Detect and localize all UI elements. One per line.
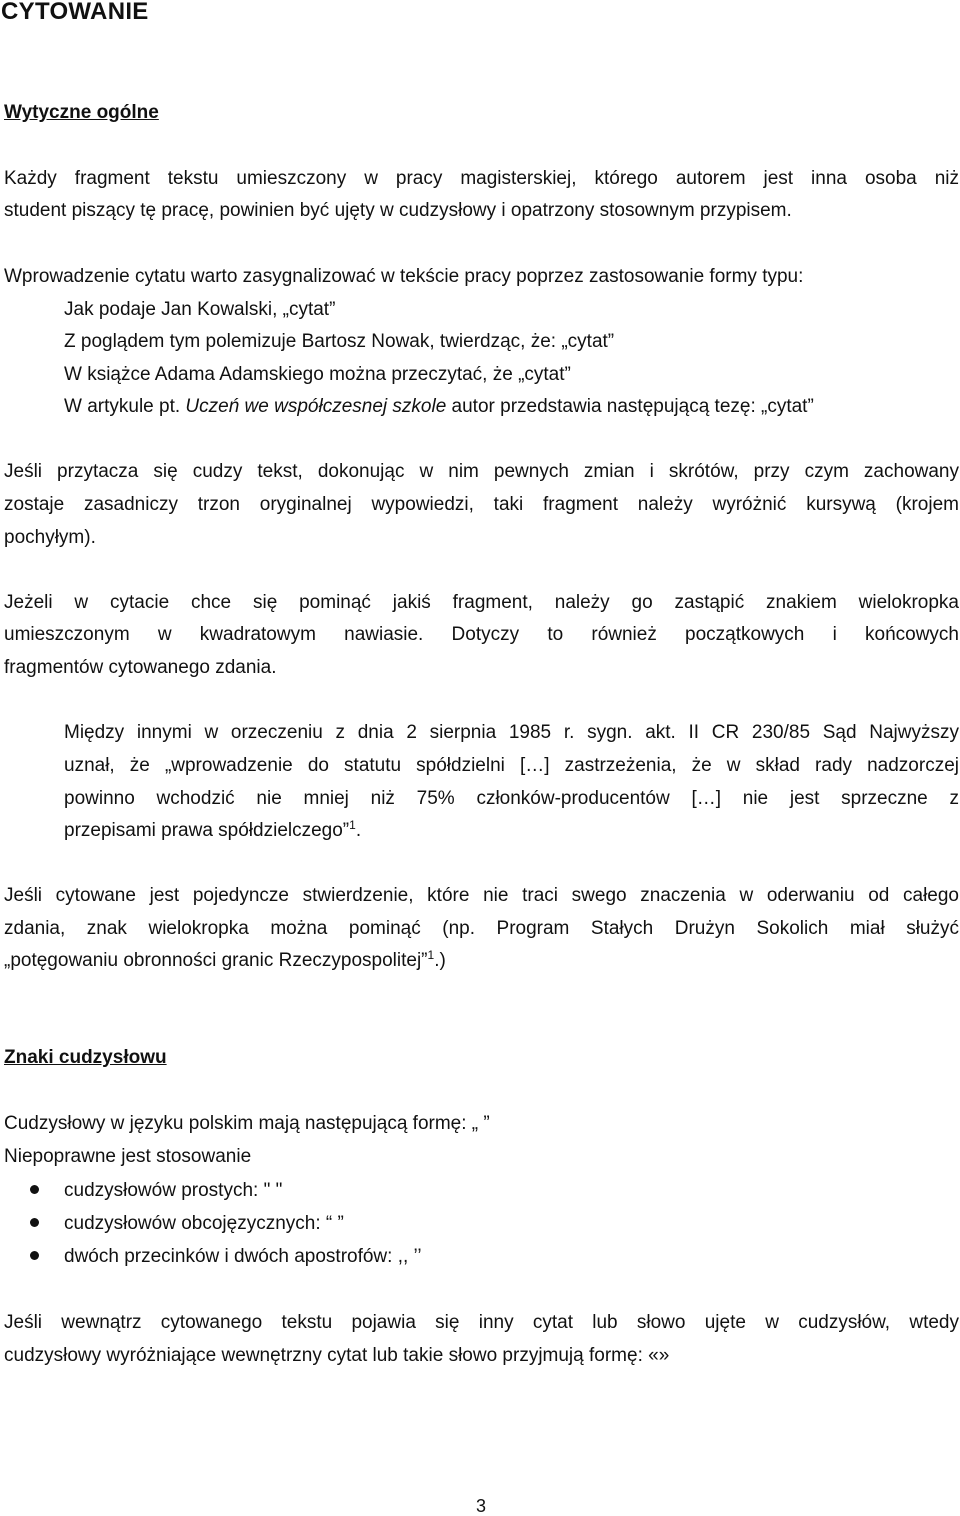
paragraph-line: Jeśli cytowane jest pojedyncze stwierdzenie, które nie traci swego znaczenia w oderwaniu od całego — [4, 885, 959, 906]
paragraph-line: Każdy fragment tekstu umieszczony w pracy magisterskiej, którego autorem jest inna osoba niż — [4, 168, 959, 189]
footnote-marker: 1 — [427, 948, 435, 962]
example-quote-line — [64, 818, 362, 841]
example-line: W książce Adama Adamskiego można przeczytać, że „cytat” — [64, 364, 571, 385]
paragraph-line — [4, 948, 446, 971]
example-text: autor przedstawia następującą tezę: „cytat” — [446, 396, 814, 417]
paragraph-line: Niepoprawne jest stosowanie — [4, 1146, 252, 1167]
quote-text: przepisami prawa spółdzielczego” — [64, 820, 350, 841]
paragraph-line: student piszący tę pracę, powinien być ujęty w cudzysłowy i opatrzony stosownym przypisem. — [4, 200, 792, 221]
list-item: cudzysłowów prostych: " " — [64, 1180, 283, 1201]
paragraph-line: pochyłym). — [4, 527, 96, 548]
section-heading-quotation-marks: Znaki cudzysłowu — [4, 1047, 167, 1068]
example-line — [64, 397, 814, 416]
paragraph-line: cudzysłowy wyróżniające wewnętrzny cytat lub takie słowo przyjmują formę: «» — [4, 1345, 670, 1366]
article-title-italic: Uczeń we współczesnej szkole — [185, 396, 447, 417]
paragraph-line: umieszczonym w kwadratowym nawiasie. Dotyczy to również początkowych i końcowych — [4, 624, 959, 645]
paragraph-line: fragmentów cytowanego zdania. — [4, 657, 277, 678]
example-quote-line: uznał, że „wprowadzenie do statutu spółdzielni […] zastrzeżenia, że w skład rady nadzorczej — [64, 755, 959, 776]
example-text: W artykule pt. — [64, 396, 186, 417]
footnote-marker: 1 — [349, 818, 356, 832]
example-line: Jak podaje Jan Kowalski, „cytat” — [64, 299, 336, 320]
example-line: Z poglądem tym polemizuje Bartosz Nowak, twierdząc, że: „cytat” — [64, 331, 615, 352]
example-quote-line: powinno wchodzić nie mniej niż 75% członków-producentów […] nie jest sprzeczne z — [64, 788, 959, 809]
bullet-icon — [30, 1185, 39, 1194]
paragraph-line: Jeśli przytacza się cudzy tekst, dokonując w nim pewnych zmian i skrótów, przy czym zachowany — [4, 461, 959, 482]
paragraph-line: zostaje zasadniczy trzon oryginalnej wypowiedzi, taki fragment należy wyróżnić kursywą (krojem — [4, 494, 959, 515]
bullet-icon — [30, 1251, 39, 1260]
quote-text: .) — [434, 950, 446, 971]
page-number: 3 — [476, 1496, 487, 1516]
list-item: cudzysłowów obcojęzycznych: “ ” — [64, 1213, 344, 1234]
page-title: CYTOWANIE — [1, 0, 149, 25]
paragraph-line: zdania, znak wielokropka można pominąć (np. Program Stałych Drużyn Sokolich miał służyć — [4, 918, 959, 939]
paragraph-line: Jeżeli w cytacie chce się pominąć jakiś fragment, należy go zastąpić znakiem wielokropka — [4, 592, 959, 613]
section-heading-guidelines: Wytyczne ogólne — [4, 102, 159, 123]
bullet-icon — [30, 1218, 39, 1227]
list-item: dwóch przecinków i dwóch apostrofów: ,, ’’ — [64, 1246, 422, 1267]
paragraph-line: Cudzysłowy w języku polskim mają następującą formę: „ ” — [4, 1113, 490, 1134]
quote-text: . — [355, 820, 362, 841]
paragraph-line: Wprowadzenie cytatu warto zasygnalizować w tekście pracy poprzez zastosowanie formy typu: — [4, 266, 804, 287]
example-quote-line: Między innymi w orzeczeniu z dnia 2 sierpnia 1985 r. sygn. akt. II CR 230/85 Sąd Najwyższy — [64, 722, 959, 743]
paragraph-line: Jeśli wewnątrz cytowanego tekstu pojawia się inny cytat lub słowo ujęte w cudzysłów, wtedy — [4, 1312, 959, 1333]
quote-text: „potęgowaniu obronności granic Rzeczypospolitej” — [4, 950, 428, 971]
